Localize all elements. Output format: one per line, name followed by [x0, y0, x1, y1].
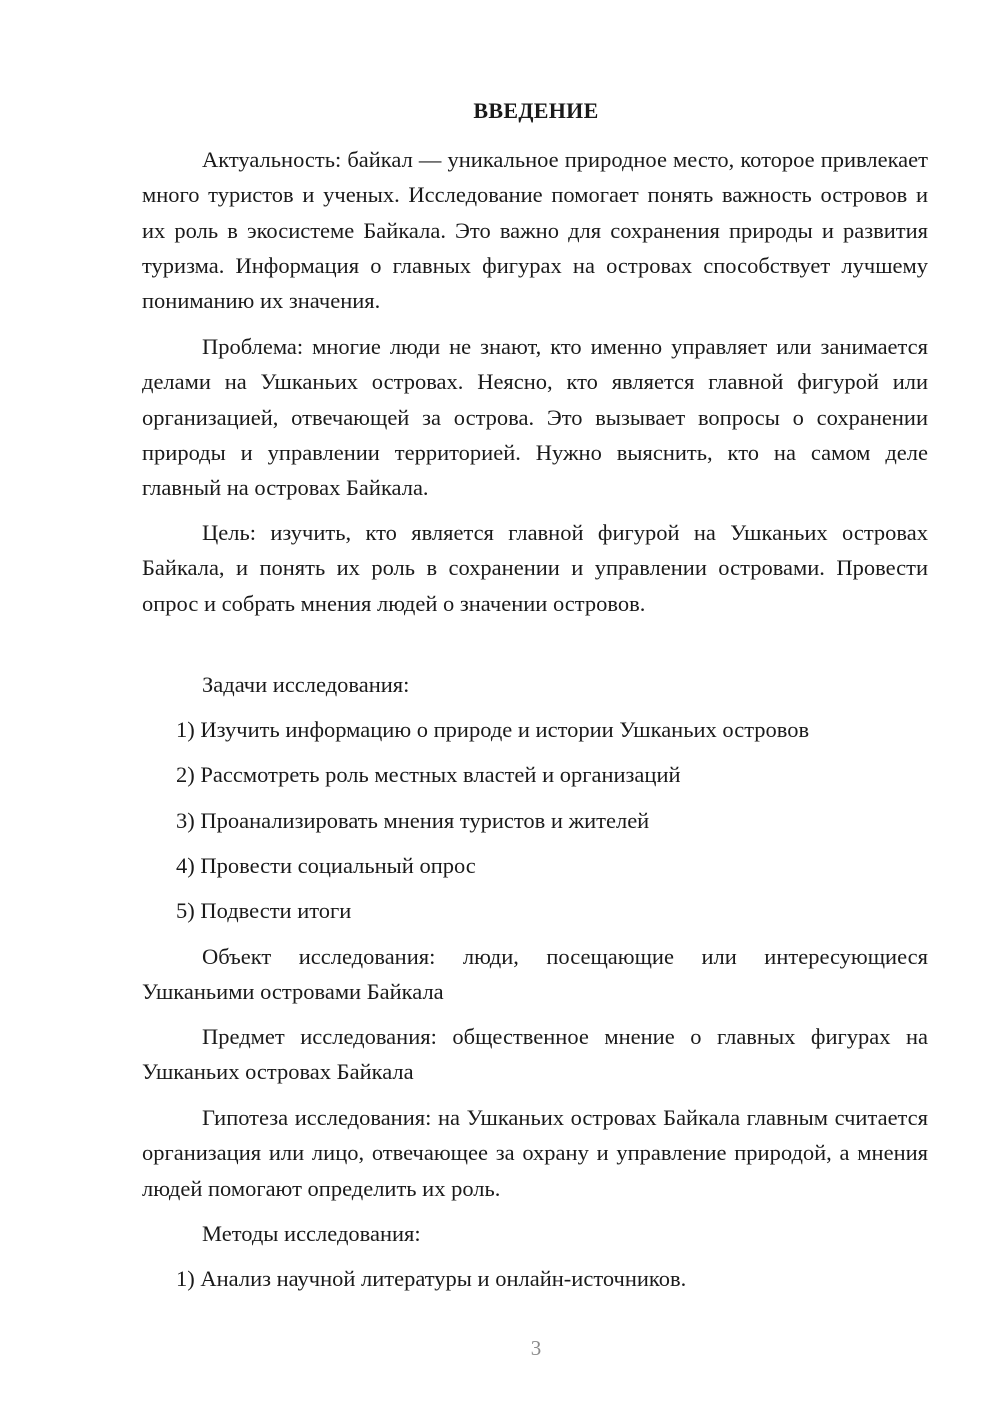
task-item: 1) Изучить информацию о природе и истории Ушканьих островов: [176, 717, 810, 742]
task-item: 4) Провести социальный опрос: [176, 853, 476, 878]
paragraph-hypothesis: Гипотеза исследования: на Ушканьих островах Байкала главным считается организация или лицо, отвечающее за охрану и управление природой, а мнения людей помогают определить их роль.: [142, 1105, 928, 1201]
task-item: 5) Подвести итоги: [176, 898, 352, 923]
task-item: 2) Рассмотреть роль местных властей и организаций: [176, 762, 681, 787]
method-item: 1) Анализ научной литературы и онлайн-источников.: [176, 1266, 687, 1291]
paragraph-object: Объект исследования: люди, посещающие или интересующиеся Ушканьими островами Байкала: [142, 944, 928, 1005]
paragraph-subject: Предмет исследования: общественное мнение о главных фигурах на Ушканьих островах Байкала: [142, 1024, 928, 1085]
page-number: 3: [530, 1336, 542, 1360]
section-heading: ВВЕДЕНИЕ: [473, 98, 599, 123]
paragraph-goal: Цель: изучить, кто является главной фигурой на Ушканьих островах Байкала, и понять их роль в сохранении и управлении островами. Провести опрос и собрать мнения людей о значении островов.: [142, 520, 928, 616]
paragraph-relevance: Актуальность: байкал — уникальное природное место, которое привлекает много туристов и ученых. Исследование помогает понять важность островов и их роль в экосистеме Байкала. Это важно для сохранения природы и развития туризма. Информация о главных фигурах на островах способствует лучшему пониманию их значения.: [142, 147, 928, 314]
methods-title: Методы исследования:: [202, 1221, 421, 1246]
tasks-title: Задачи исследования:: [202, 672, 410, 697]
paragraph-problem: Проблема: многие люди не знают, кто именно управляет или занимается делами на Ушканьих островах. Неясно, кто является главной фигурой или организацией, отвечающей за острова. Это вызывает вопросы о сохранении природы и управлении территорией. Нужно выяснить, кто на самом деле главный на островах Байкала.: [142, 334, 928, 501]
task-item: 3) Проанализировать мнения туристов и жителей: [176, 808, 650, 833]
